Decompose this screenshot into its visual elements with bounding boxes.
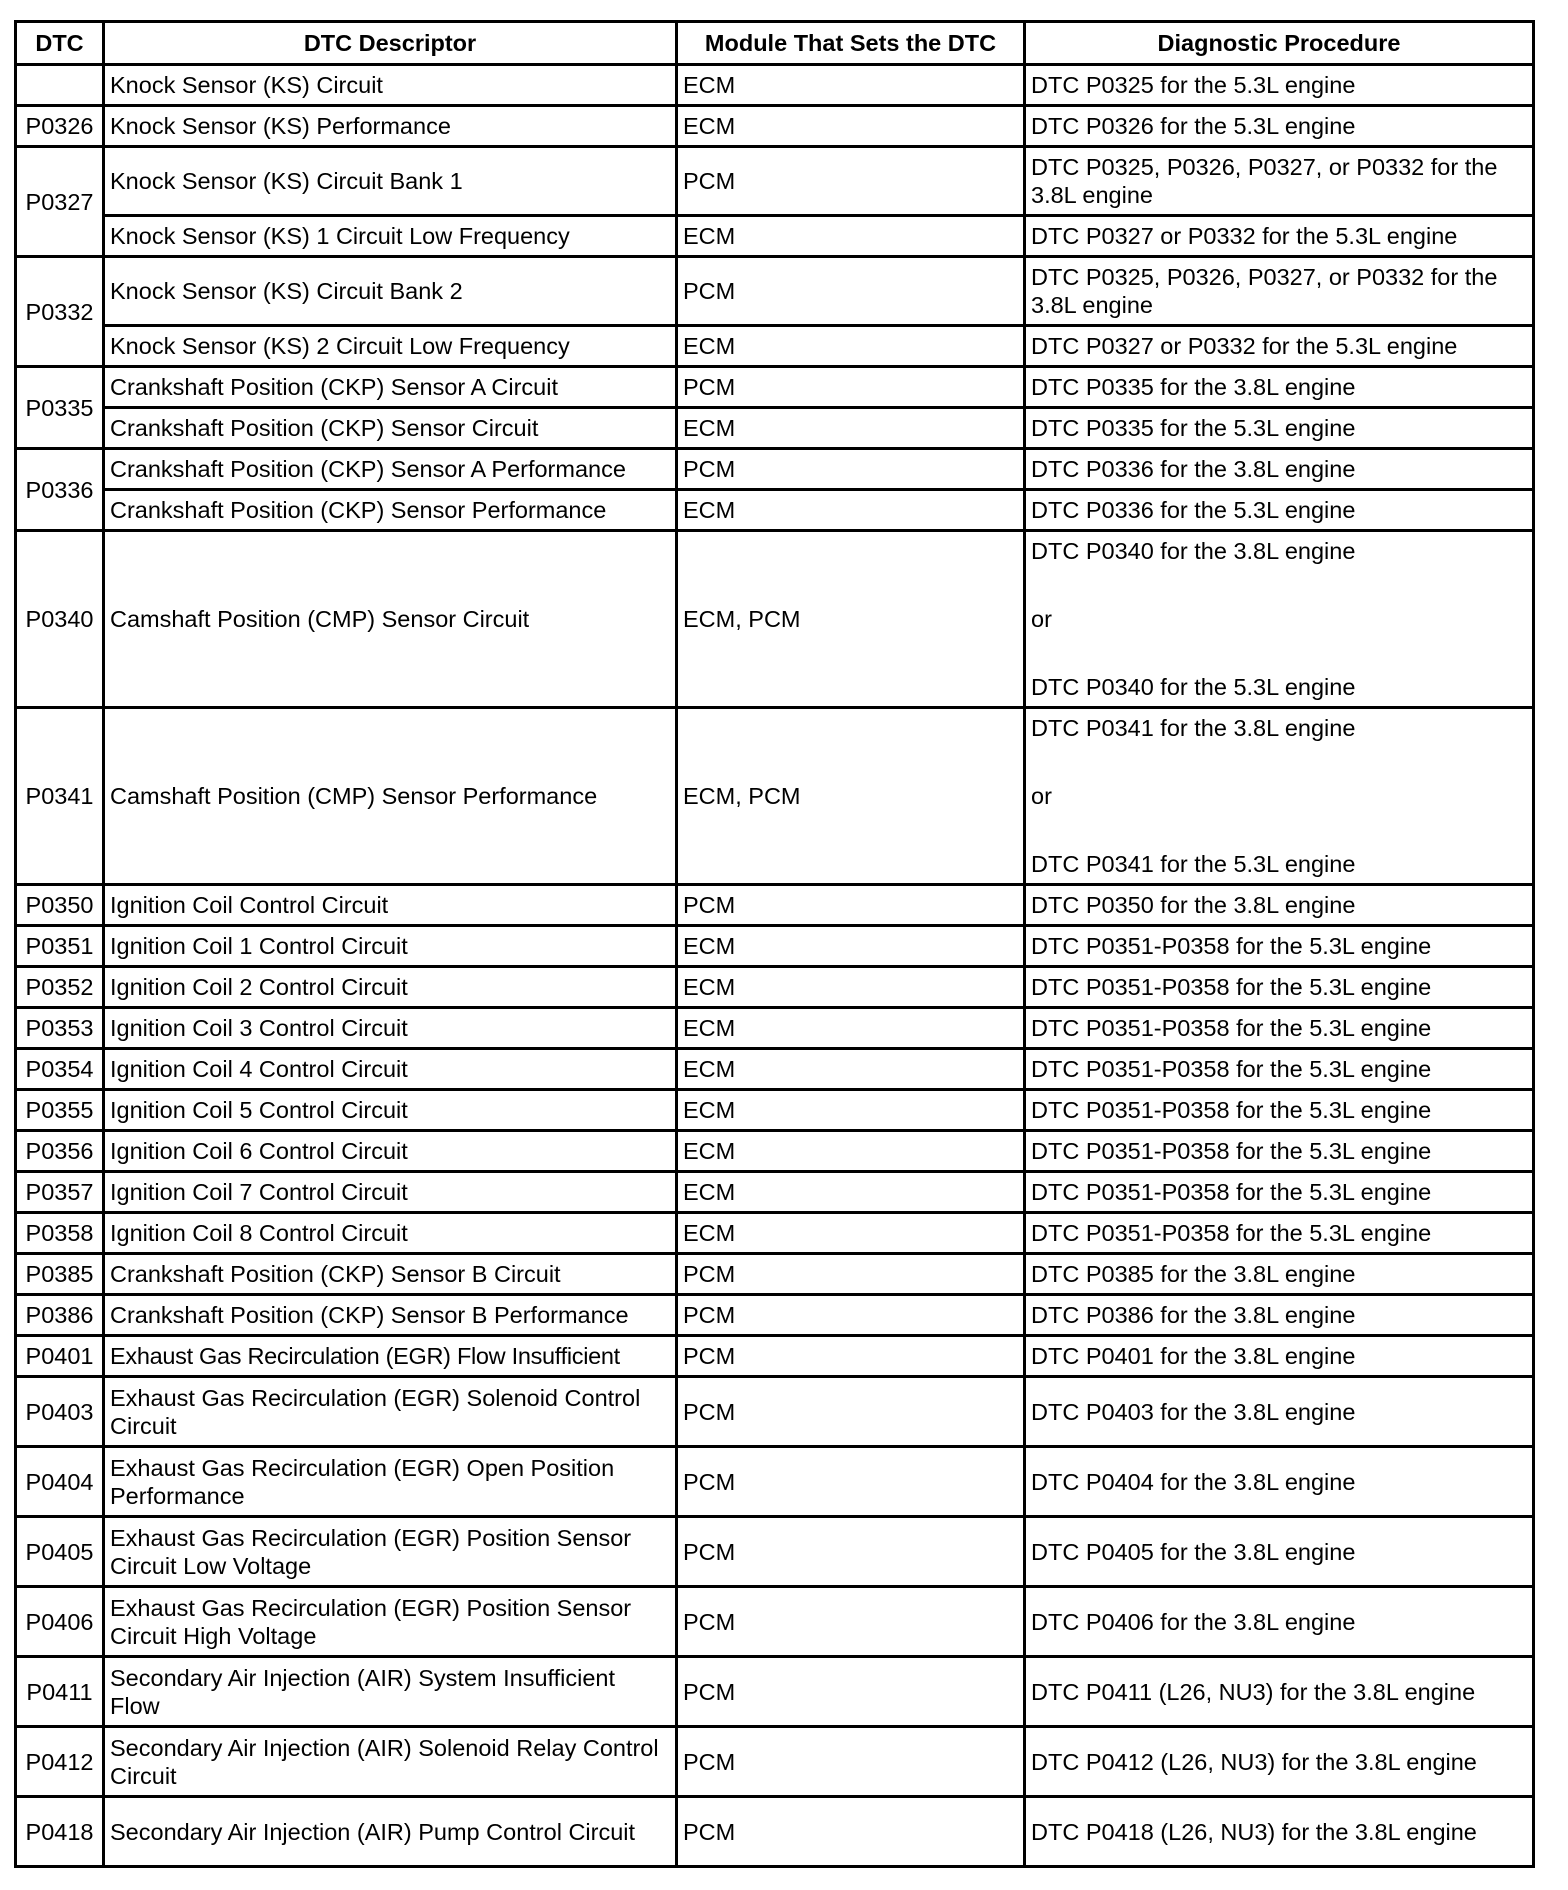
dtc-procedure: DTC P0403 for the 3.8L engine xyxy=(1025,1377,1534,1447)
dtc-module: ECM xyxy=(677,926,1025,967)
dtc-code: P0355 xyxy=(16,1090,104,1131)
dtc-descriptor: Exhaust Gas Recirculation (EGR) Position Sensor Circuit High Voltage xyxy=(104,1587,677,1657)
dtc-procedure: DTC P0325, P0326, P0327, or P0332 for the 3.8L engine xyxy=(1025,257,1534,326)
dtc-module: PCM xyxy=(677,449,1025,490)
dtc-procedure: DTC P0351-P0358 for the 5.3L engine xyxy=(1025,1008,1534,1049)
header-procedure: Diagnostic Procedure xyxy=(1025,22,1534,65)
table-row xyxy=(16,106,1534,147)
table-row xyxy=(16,326,1534,367)
dtc-table xyxy=(14,20,1535,1868)
dtc-descriptor: Crankshaft Position (CKP) Sensor A Circuit xyxy=(104,367,677,408)
dtc-module: ECM xyxy=(677,216,1025,257)
table-row xyxy=(16,1172,1534,1213)
dtc-code: P0357 xyxy=(16,1172,104,1213)
dtc-descriptor: Knock Sensor (KS) Circuit Bank 1 xyxy=(104,147,677,216)
dtc-code: P0411 xyxy=(16,1657,104,1727)
dtc-procedure: DTC P0386 for the 3.8L engine xyxy=(1025,1295,1534,1336)
dtc-code: P0335 xyxy=(16,367,104,449)
dtc-procedure: DTC P0326 for the 5.3L engine xyxy=(1025,106,1534,147)
header-module: Module That Sets the DTC xyxy=(677,22,1025,65)
header-descriptor: DTC Descriptor xyxy=(104,22,677,65)
dtc-descriptor: Ignition Coil 7 Control Circuit xyxy=(104,1172,677,1213)
dtc-descriptor: Ignition Coil 2 Control Circuit xyxy=(104,967,677,1008)
dtc-code: P0353 xyxy=(16,1008,104,1049)
table-row xyxy=(16,531,1534,708)
dtc-descriptor: Crankshaft Position (CKP) Sensor A Performance xyxy=(104,449,677,490)
dtc-module: PCM xyxy=(677,885,1025,926)
dtc-procedure: DTC P0418 (L26, NU3) for the 3.8L engine xyxy=(1025,1797,1534,1867)
table-row xyxy=(16,1049,1534,1090)
procedure-or: or xyxy=(1031,606,1052,632)
dtc-procedure: DTC P0325, P0326, P0327, or P0332 for the 3.8L engine xyxy=(1025,147,1534,216)
dtc-descriptor: Secondary Air Injection (AIR) System Insufficient Flow xyxy=(104,1657,677,1727)
dtc-descriptor: Crankshaft Position (CKP) Sensor Performance xyxy=(104,490,677,531)
procedure-line: DTC P0341 for the 3.8L engine xyxy=(1031,715,1356,741)
dtc-module: ECM xyxy=(677,1008,1025,1049)
dtc-code: P0418 xyxy=(16,1797,104,1867)
table-row xyxy=(16,1213,1534,1254)
dtc-procedure: DTC P0385 for the 3.8L engine xyxy=(1025,1254,1534,1295)
dtc-procedure: DTC P0350 for the 3.8L engine xyxy=(1025,885,1534,926)
dtc-descriptor: Exhaust Gas Recirculation (EGR) Open Position Performance xyxy=(104,1447,677,1517)
dtc-code: P0351 xyxy=(16,926,104,967)
dtc-procedure: DTC P0406 for the 3.8L engine xyxy=(1025,1587,1534,1657)
table-row xyxy=(16,1587,1534,1657)
dtc-module: ECM xyxy=(677,1090,1025,1131)
dtc-descriptor: Ignition Coil 8 Control Circuit xyxy=(104,1213,677,1254)
dtc-code: P0405 xyxy=(16,1517,104,1587)
table-row xyxy=(16,216,1534,257)
dtc-module: PCM xyxy=(677,1336,1025,1377)
dtc-procedure: DTC P0335 for the 3.8L engine xyxy=(1025,367,1534,408)
table-row xyxy=(16,147,1534,216)
table-row xyxy=(16,1090,1534,1131)
dtc-code: P0326 xyxy=(16,106,104,147)
dtc-descriptor: Crankshaft Position (CKP) Sensor B Performance xyxy=(104,1295,677,1336)
table-row xyxy=(16,1797,1534,1867)
dtc-code: P0412 xyxy=(16,1727,104,1797)
dtc-descriptor: Exhaust Gas Recirculation (EGR) Flow Insufficient xyxy=(104,1336,677,1377)
table-row xyxy=(16,1336,1534,1377)
dtc-module: PCM xyxy=(677,147,1025,216)
dtc-module: ECM, PCM xyxy=(677,708,1025,885)
dtc-code: P0406 xyxy=(16,1587,104,1657)
dtc-procedure: DTC P0411 (L26, NU3) for the 3.8L engine xyxy=(1025,1657,1534,1727)
dtc-module: ECM xyxy=(677,1049,1025,1090)
dtc-descriptor: Camshaft Position (CMP) Sensor Circuit xyxy=(104,531,677,708)
dtc-descriptor: Ignition Coil 6 Control Circuit xyxy=(104,1131,677,1172)
dtc-descriptor: Crankshaft Position (CKP) Sensor Circuit xyxy=(104,408,677,449)
table-row xyxy=(16,926,1534,967)
dtc-descriptor: Secondary Air Injection (AIR) Solenoid Relay Control Circuit xyxy=(104,1727,677,1797)
dtc-descriptor: Knock Sensor (KS) Circuit xyxy=(104,65,677,106)
dtc-descriptor: Camshaft Position (CMP) Sensor Performance xyxy=(104,708,677,885)
dtc-module: PCM xyxy=(677,1295,1025,1336)
table-row xyxy=(16,1131,1534,1172)
dtc-descriptor: Ignition Coil 4 Control Circuit xyxy=(104,1049,677,1090)
dtc-code xyxy=(16,65,104,106)
dtc-module: ECM xyxy=(677,1131,1025,1172)
table-row xyxy=(16,1295,1534,1336)
dtc-procedure: DTC P0401 for the 3.8L engine xyxy=(1025,1336,1534,1377)
dtc-procedure: DTC P0327 or P0332 for the 5.3L engine xyxy=(1025,216,1534,257)
dtc-procedure: DTC P0335 for the 5.3L engine xyxy=(1025,408,1534,449)
header-dtc: DTC xyxy=(16,22,104,65)
dtc-procedure: DTC P0351-P0358 for the 5.3L engine xyxy=(1025,1172,1534,1213)
dtc-procedure: DTC P0327 or P0332 for the 5.3L engine xyxy=(1025,326,1534,367)
dtc-procedure: DTC P0336 for the 5.3L engine xyxy=(1025,490,1534,531)
dtc-descriptor: Knock Sensor (KS) 1 Circuit Low Frequency xyxy=(104,216,677,257)
dtc-descriptor: Knock Sensor (KS) Performance xyxy=(104,106,677,147)
table-row xyxy=(16,1377,1534,1447)
dtc-code: P0332 xyxy=(16,257,104,367)
dtc-module: ECM xyxy=(677,408,1025,449)
dtc-procedure: DTC P0325 for the 5.3L engine xyxy=(1025,65,1534,106)
table-row xyxy=(16,367,1534,408)
dtc-module: PCM xyxy=(677,1254,1025,1295)
dtc-module: PCM xyxy=(677,1447,1025,1517)
dtc-code: P0327 xyxy=(16,147,104,257)
dtc-code: P0341 xyxy=(16,708,104,885)
dtc-procedure: DTC P0351-P0358 for the 5.3L engine xyxy=(1025,1213,1534,1254)
dtc-module: PCM xyxy=(677,1377,1025,1447)
dtc-procedure: DTC P0405 for the 3.8L engine xyxy=(1025,1517,1534,1587)
procedure-line: DTC P0340 for the 5.3L engine xyxy=(1031,674,1356,700)
dtc-descriptor: Exhaust Gas Recirculation (EGR) Solenoid Control Circuit xyxy=(104,1377,677,1447)
dtc-procedure: DTC P0351-P0358 for the 5.3L engine xyxy=(1025,926,1534,967)
dtc-module: PCM xyxy=(677,1517,1025,1587)
table-row xyxy=(16,490,1534,531)
dtc-descriptor: Ignition Coil 1 Control Circuit xyxy=(104,926,677,967)
dtc-module: PCM xyxy=(677,257,1025,326)
dtc-code: P0356 xyxy=(16,1131,104,1172)
procedure-line: DTC P0341 for the 5.3L engine xyxy=(1031,851,1356,877)
dtc-procedure xyxy=(1025,708,1534,885)
dtc-descriptor: Ignition Coil 5 Control Circuit xyxy=(104,1090,677,1131)
dtc-module: ECM xyxy=(677,1172,1025,1213)
table-row xyxy=(16,1657,1534,1727)
procedure-or: or xyxy=(1031,783,1052,809)
dtc-descriptor: Ignition Coil 3 Control Circuit xyxy=(104,1008,677,1049)
dtc-module: ECM, PCM xyxy=(677,531,1025,708)
dtc-code: P0386 xyxy=(16,1295,104,1336)
table-row xyxy=(16,65,1534,106)
dtc-code: P0401 xyxy=(16,1336,104,1377)
table-row xyxy=(16,1254,1534,1295)
dtc-module: ECM xyxy=(677,326,1025,367)
dtc-procedure: DTC P0404 for the 3.8L engine xyxy=(1025,1447,1534,1517)
dtc-descriptor: Exhaust Gas Recirculation (EGR) Position Sensor Circuit Low Voltage xyxy=(104,1517,677,1587)
dtc-module: PCM xyxy=(677,1727,1025,1797)
dtc-module: PCM xyxy=(677,1797,1025,1867)
table-row xyxy=(16,967,1534,1008)
dtc-procedure: DTC P0351-P0358 for the 5.3L engine xyxy=(1025,1049,1534,1090)
dtc-code: P0354 xyxy=(16,1049,104,1090)
header-row xyxy=(16,22,1534,65)
dtc-module: ECM xyxy=(677,106,1025,147)
table-row xyxy=(16,708,1534,885)
dtc-procedure: DTC P0351-P0358 for the 5.3L engine xyxy=(1025,967,1534,1008)
dtc-code: P0340 xyxy=(16,531,104,708)
dtc-module: ECM xyxy=(677,490,1025,531)
dtc-code: P0350 xyxy=(16,885,104,926)
dtc-code: P0404 xyxy=(16,1447,104,1517)
dtc-descriptor: Knock Sensor (KS) Circuit Bank 2 xyxy=(104,257,677,326)
table-row xyxy=(16,1008,1534,1049)
table-row xyxy=(16,885,1534,926)
dtc-code: P0358 xyxy=(16,1213,104,1254)
table-row xyxy=(16,1447,1534,1517)
dtc-descriptor: Secondary Air Injection (AIR) Pump Control Circuit xyxy=(104,1797,677,1867)
dtc-module: PCM xyxy=(677,367,1025,408)
dtc-code: P0336 xyxy=(16,449,104,531)
dtc-module: ECM xyxy=(677,65,1025,106)
dtc-code: P0385 xyxy=(16,1254,104,1295)
dtc-procedure: DTC P0336 for the 3.8L engine xyxy=(1025,449,1534,490)
procedure-line: DTC P0340 for the 3.8L engine xyxy=(1031,538,1356,564)
dtc-module: ECM xyxy=(677,967,1025,1008)
table-row xyxy=(16,408,1534,449)
dtc-descriptor: Ignition Coil Control Circuit xyxy=(104,885,677,926)
dtc-module: PCM xyxy=(677,1657,1025,1727)
dtc-procedure: DTC P0351-P0358 for the 5.3L engine xyxy=(1025,1131,1534,1172)
table-row xyxy=(16,257,1534,326)
table-row xyxy=(16,1517,1534,1587)
table-row xyxy=(16,449,1534,490)
dtc-descriptor: Knock Sensor (KS) 2 Circuit Low Frequency xyxy=(104,326,677,367)
dtc-code: P0352 xyxy=(16,967,104,1008)
dtc-table-container xyxy=(14,20,1535,1868)
table-row xyxy=(16,1727,1534,1797)
dtc-module: PCM xyxy=(677,1587,1025,1657)
dtc-procedure: DTC P0351-P0358 for the 5.3L engine xyxy=(1025,1090,1534,1131)
dtc-module: ECM xyxy=(677,1213,1025,1254)
dtc-descriptor: Crankshaft Position (CKP) Sensor B Circuit xyxy=(104,1254,677,1295)
dtc-procedure: DTC P0412 (L26, NU3) for the 3.8L engine xyxy=(1025,1727,1534,1797)
dtc-procedure xyxy=(1025,531,1534,708)
dtc-code: P0403 xyxy=(16,1377,104,1447)
